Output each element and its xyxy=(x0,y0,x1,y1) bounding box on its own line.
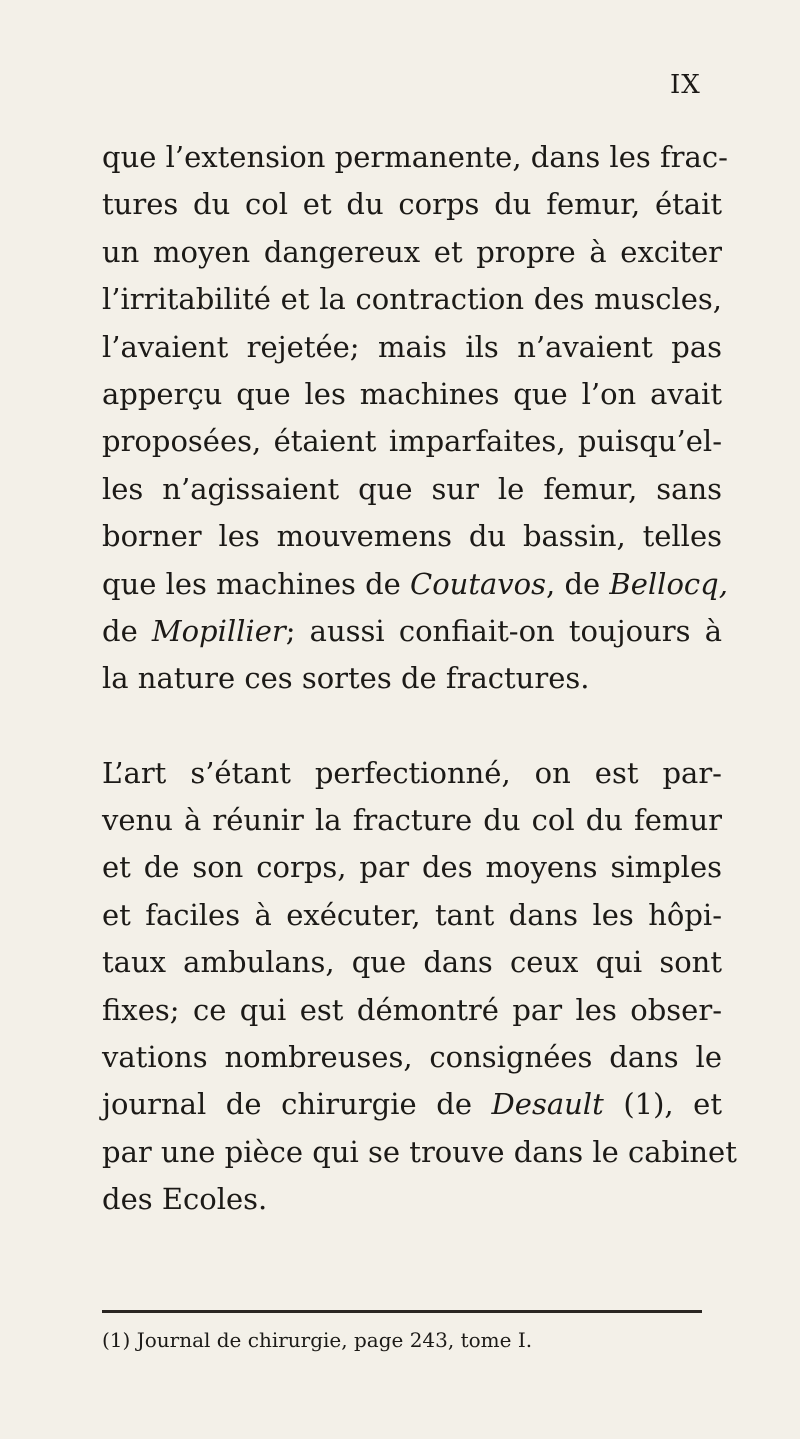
name-mopillier: Mopillier xyxy=(151,613,286,648)
text-line: l’irritabilité et la contraction des muscles, xyxy=(102,282,722,317)
text-line: vations nombreuses, consignées dans le xyxy=(102,1040,722,1075)
text-line: des Ecoles. xyxy=(102,1182,268,1217)
text-line: taux ambulans, que dans ceux qui sont xyxy=(102,945,722,980)
text-line: et faciles à exécuter, tant dans les hôpi- xyxy=(102,897,722,932)
text-line: proposées, étaient imparfaites, puisqu’el- xyxy=(102,424,722,459)
text-run: (1), et xyxy=(603,1087,722,1122)
paragraph-gap xyxy=(102,703,722,750)
text-line: un moyen dangereux et propre à exciter xyxy=(102,234,722,269)
text-run: de xyxy=(102,613,152,648)
text-line xyxy=(102,1081,722,1128)
paragraph-1 xyxy=(102,134,728,703)
footnote: (1) Journal de chirurgie, page 243, tome I. xyxy=(102,1328,533,1352)
text-run: ; aussi confiait-on toujours à xyxy=(285,613,722,648)
text-run: que les machines de xyxy=(102,566,411,601)
text-line: apperçu que les machines que l’on avait xyxy=(102,376,722,411)
text-line: par une pièce qui se trouve dans le cabinet xyxy=(102,1134,737,1169)
text-line: l’avaient rejetée; mais ils n’avaient pas xyxy=(102,329,722,364)
text-line: borner les mouvemens du bassin, telles xyxy=(102,519,722,554)
paragraph-2 xyxy=(102,750,737,1224)
body-text xyxy=(102,134,737,1224)
text-line: que l’extension permanente, dans les frac- xyxy=(102,140,728,174)
text-line: la nature ces sortes de fractures. xyxy=(102,661,590,696)
text-line: les n’agissaient que sur le femur, sans xyxy=(102,471,722,506)
name-coutavos: Coutavos xyxy=(410,566,547,601)
text-line: tures du col et du corps du femur, était xyxy=(102,187,722,222)
text-run: journal de chirurgie de xyxy=(102,1087,492,1122)
text-line xyxy=(102,608,722,655)
text-line: L’art s’étant perfectionné, on est par- xyxy=(102,755,722,790)
text-line xyxy=(102,561,728,608)
name-desault: Desault xyxy=(491,1087,604,1122)
text-line: et de son corps, par des moyens simples xyxy=(102,850,722,885)
text-line: venu à réunir la fracture du col du femur xyxy=(102,803,722,838)
page-number: IX xyxy=(670,70,701,100)
footnote-divider xyxy=(102,1310,702,1313)
name-bellocq: Bellocq, xyxy=(609,566,728,601)
text-line: fixes; ce qui est démontré par les obser- xyxy=(102,992,722,1027)
text-run: , de xyxy=(546,566,610,601)
